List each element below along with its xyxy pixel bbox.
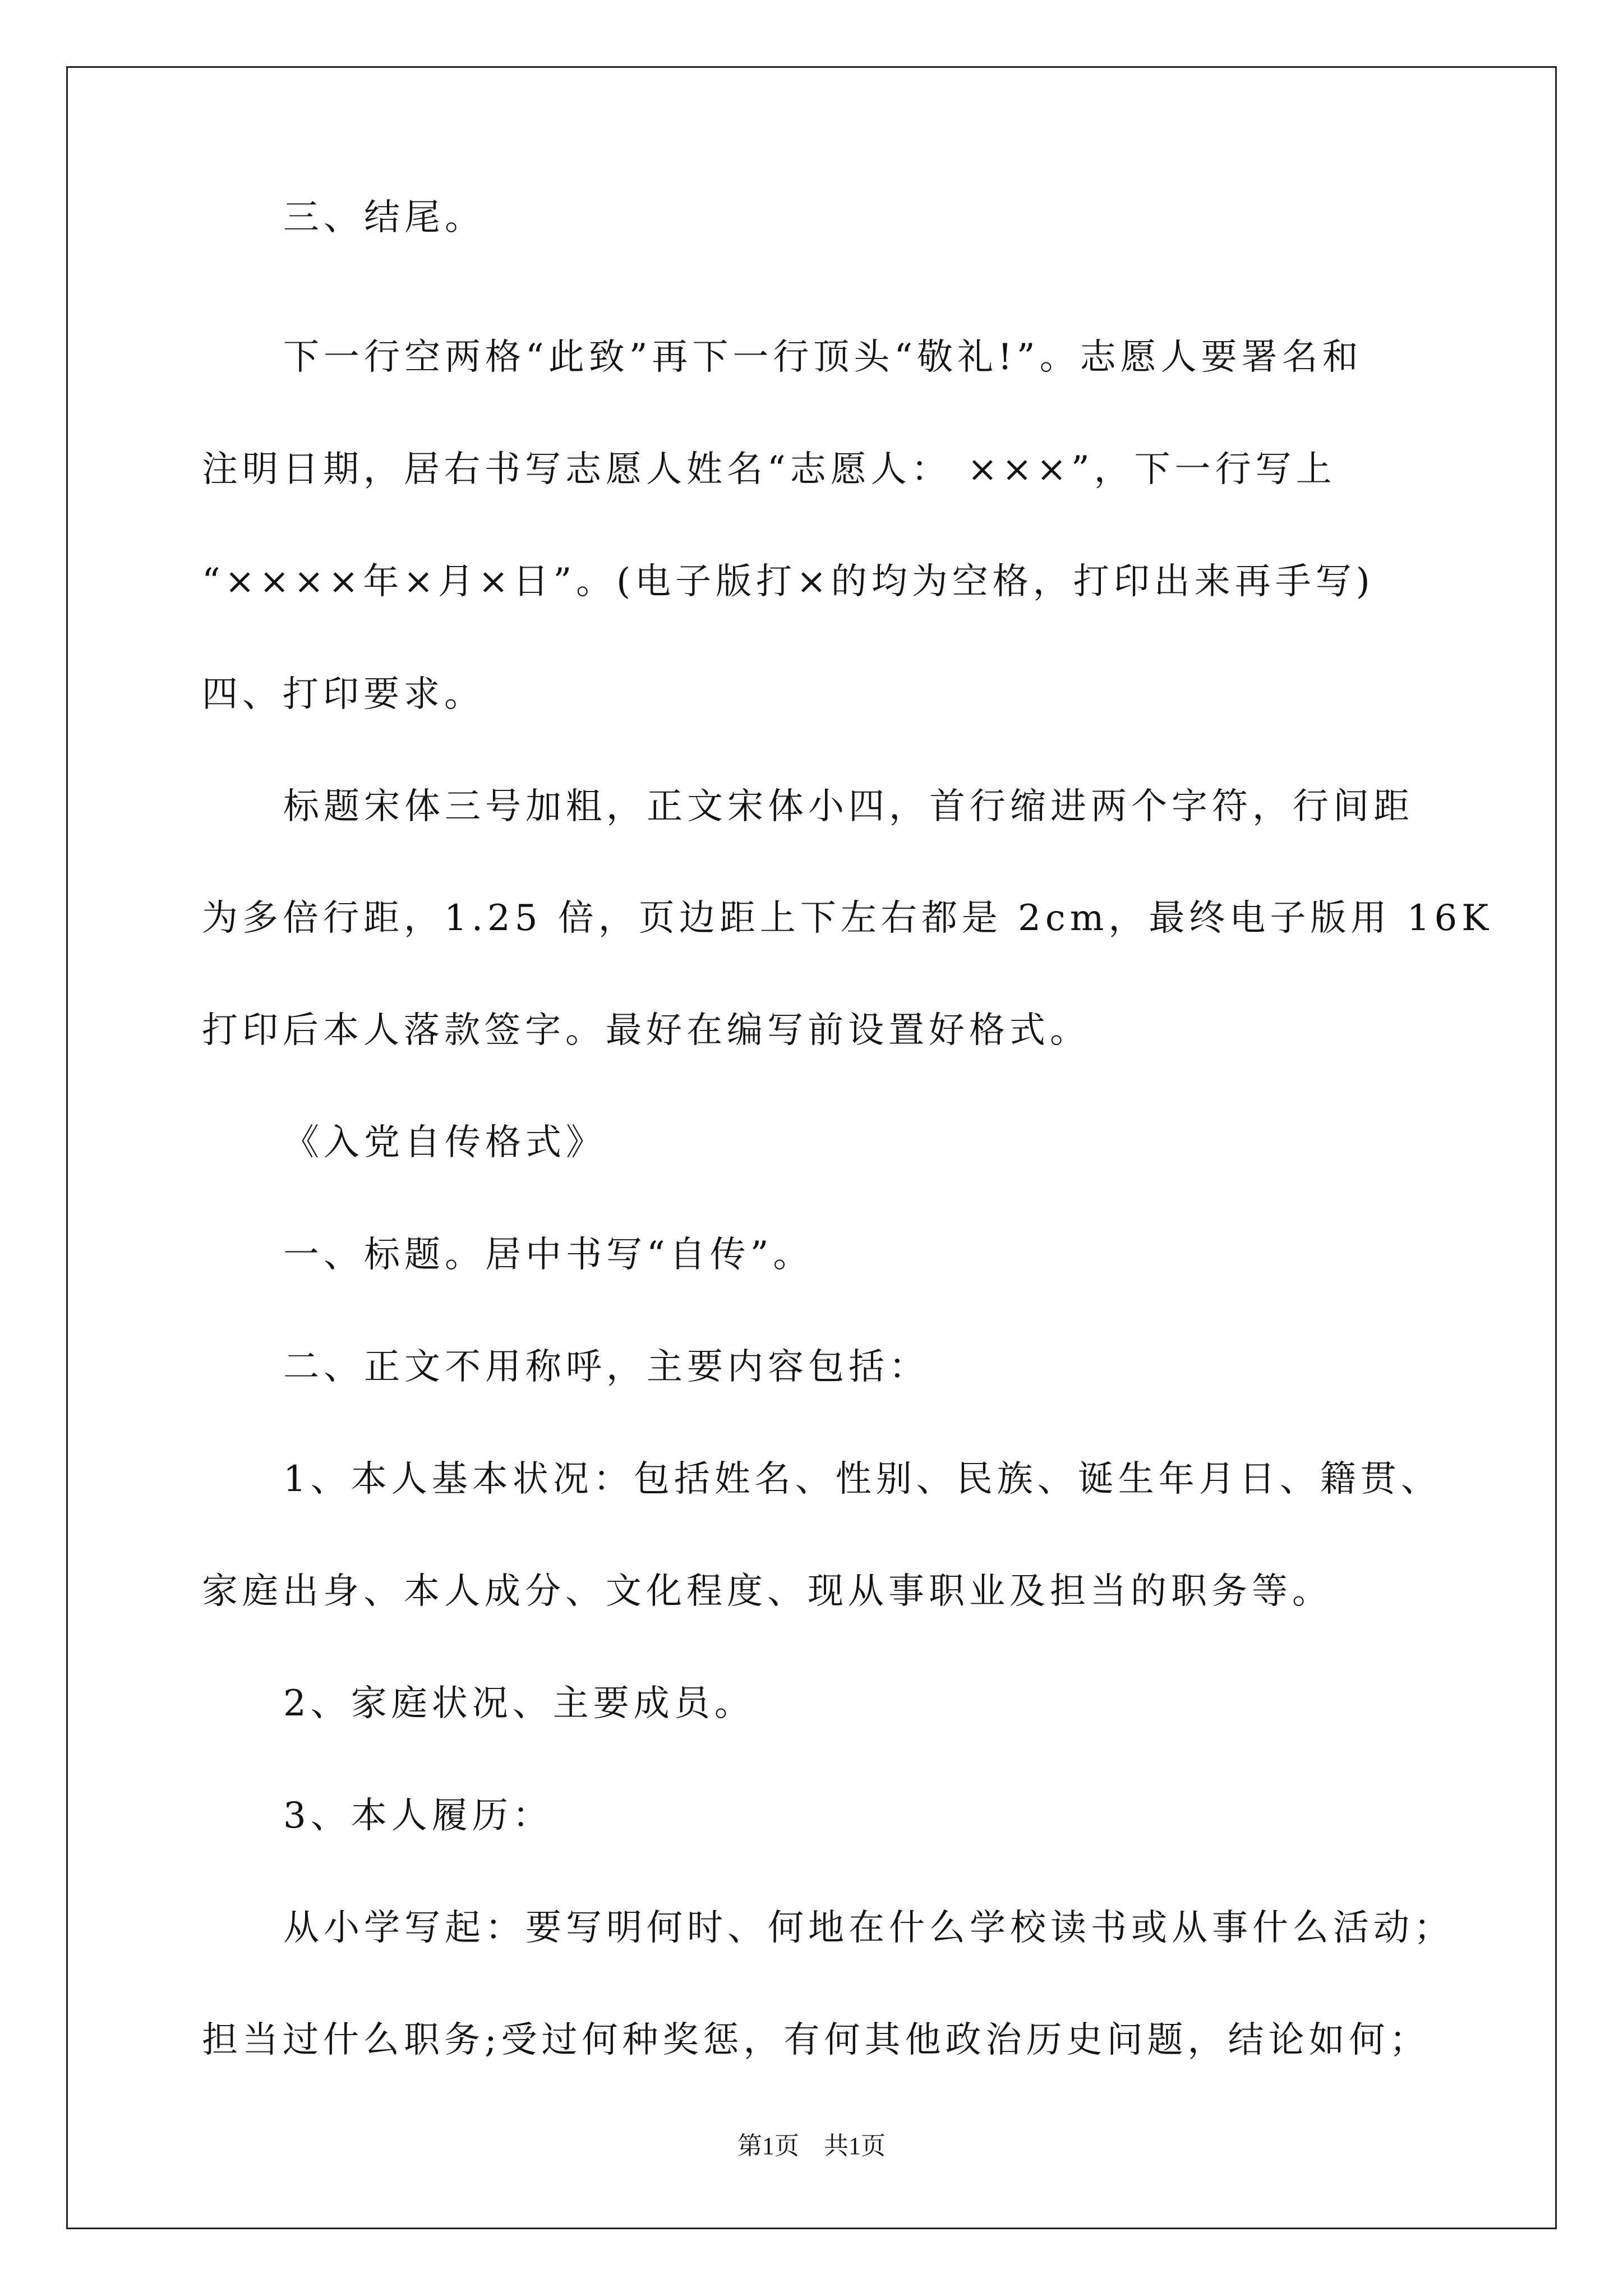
page-number-footer: 第1页 共1页 (737, 2132, 886, 2160)
document-title: 《入党自传格式》 (283, 1122, 606, 1163)
text-line: 下一行空两格“此致”再下一行顶头“敬礼!”。志愿人要署名和 (283, 337, 1363, 378)
text-line: 家庭出身、本人成分、文化程度、现从事职业及担当的职务等。 (202, 1571, 1332, 1612)
text-line: 为多倍行距，1.25 倍，页边距上下左右都是 2cm，最终电子版用 16K (202, 898, 1493, 939)
text-line: 从小学写起：要写明何时、何地在什么学校读书或从事什么活动； (283, 1907, 1454, 1949)
text-line: 担当过什么职务;受过何种奖惩，有何其他政治历史问题，结论如何； (202, 2019, 1430, 2061)
text-line: 3、本人履历： (283, 1795, 553, 1837)
text-line: 三、结尾。 (283, 197, 485, 238)
text-line: 打印后本人落款签字。最好在编写前设置好格式。 (202, 1010, 1090, 1051)
text-line: “××××年×月×日”。(电子版打×的均为空格，打印出来再手写) (202, 561, 1375, 602)
text-line: 1、本人基本状况：包括姓名、性别、民族、诞生年月日、籍贯、 (283, 1458, 1441, 1500)
text-line: 2、家庭状况、主要成员。 (283, 1683, 755, 1724)
text-line: 二、正文不用称呼，主要内容包括： (283, 1346, 929, 1388)
text-line: 注明日期，居右书写志愿人姓名“志愿人： ×××”，下一行写上 (202, 449, 1336, 490)
text-line: 标题宋体三号加粗，正文宋体小四，首行缩进两个字符，行间距 (283, 786, 1414, 827)
text-line: 一、标题。居中书写“自传”。 (283, 1234, 814, 1276)
section-heading: 四、打印要求。 (202, 674, 485, 715)
